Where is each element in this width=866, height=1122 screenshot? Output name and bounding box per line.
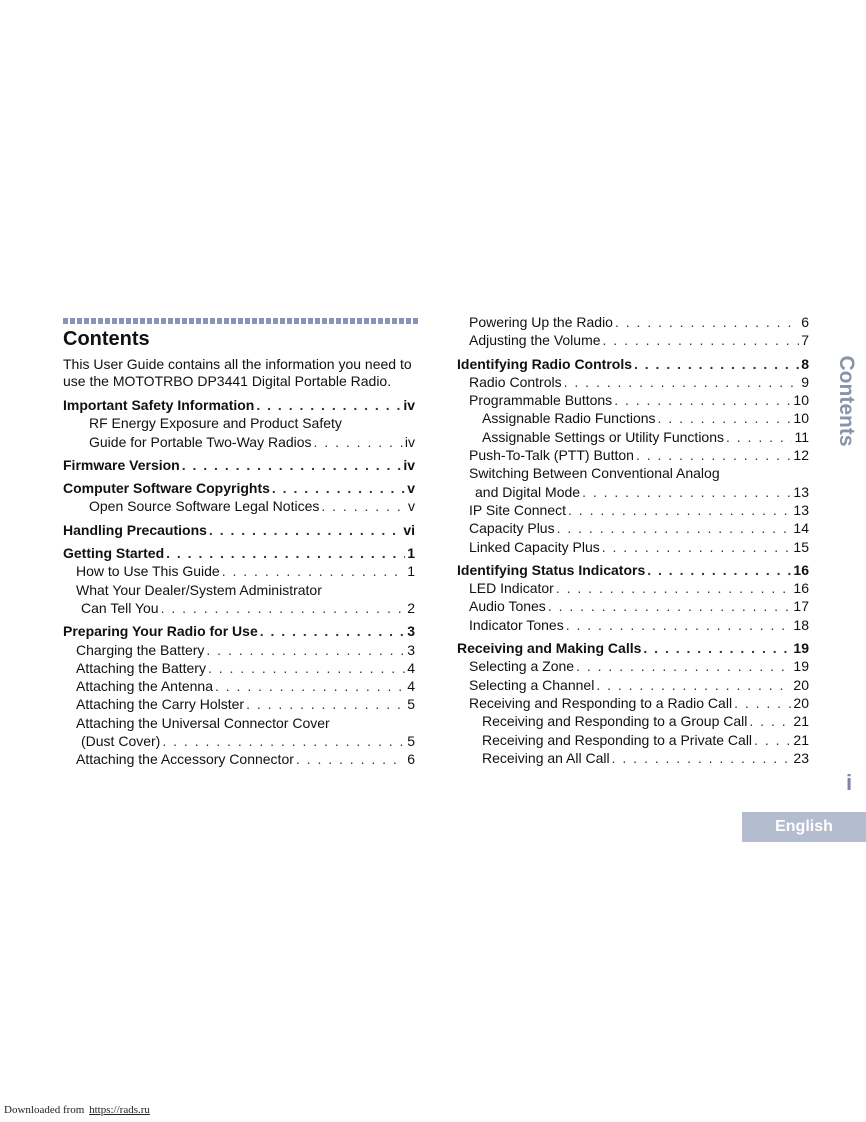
toc-page-number: 18: [793, 616, 809, 633]
toc-entry[interactable]: [63, 479, 415, 497]
toc-entry-title: Receiving an All Call: [482, 749, 610, 766]
toc-entry-title: How to Use This Guide: [76, 563, 220, 580]
toc-entry-title: What Your Dealer/System Administrator: [76, 581, 322, 598]
toc-entry[interactable]: [457, 597, 809, 615]
toc-entry-title: Capacity Plus: [469, 520, 555, 537]
dot-leader: [314, 433, 403, 451]
toc-entry[interactable]: [63, 695, 415, 713]
dot-leader: [215, 677, 405, 695]
dot-leader: [260, 622, 405, 640]
toc-entry[interactable]: [457, 712, 809, 730]
page-number: i: [846, 770, 853, 795]
toc-entry[interactable]: [63, 622, 415, 640]
dot-leader: [564, 373, 800, 391]
toc-entry-title-continued: (Dust Cover): [81, 733, 161, 750]
dot-leader: [726, 428, 792, 446]
toc-page-number: 3: [407, 641, 415, 658]
toc-page-number: 1: [407, 545, 415, 562]
toc-page-number: 12: [793, 447, 809, 464]
toc-entry[interactable]: [457, 616, 809, 634]
toc-entry[interactable]: [63, 414, 415, 451]
toc-entry[interactable]: [457, 313, 809, 331]
dot-leader: [222, 562, 406, 580]
dot-leader: [749, 712, 791, 730]
toc-entry-title: Open Source Software Legal Notices: [89, 498, 320, 515]
dot-leader: [612, 749, 792, 767]
dot-leader: [182, 456, 402, 474]
toc-entry-title: Indicator Tones: [469, 616, 564, 633]
dot-leader: [566, 616, 792, 634]
toc-entry-title-continued: Can Tell You: [81, 599, 159, 616]
toc-page-number: 5: [407, 733, 415, 750]
toc-entry-title: Receiving and Making Calls: [457, 640, 642, 657]
dot-leader: [296, 750, 405, 768]
toc-entry[interactable]: [457, 538, 809, 556]
dot-leader: [602, 538, 792, 556]
toc-entry-title: Computer Software Copyrights: [63, 480, 270, 497]
toc-entry-title: Attaching the Carry Holster: [76, 696, 245, 713]
toc-page-number: v: [408, 498, 415, 515]
dot-leader: [209, 521, 401, 539]
toc-page-number: 4: [407, 659, 415, 676]
dot-leader: [557, 519, 792, 537]
toc-entry-title: Receiving and Responding to a Radio Call: [469, 694, 733, 711]
toc-page-number: 16: [793, 561, 809, 578]
dot-leader: [634, 355, 799, 373]
toc-page-number: 4: [407, 678, 415, 695]
toc-entry[interactable]: [457, 639, 809, 657]
toc-page-number: 21: [793, 731, 809, 748]
language-tab: English: [742, 812, 866, 842]
toc-page-number: iv: [403, 397, 415, 413]
toc-entry-title: Getting Started: [63, 545, 165, 562]
toc-entry-title: Attaching the Accessory Connector: [76, 751, 294, 768]
toc-entry[interactable]: [457, 391, 809, 409]
toc-entry[interactable]: [457, 519, 809, 537]
toc-page-number: 19: [793, 658, 809, 675]
toc-right-column: [457, 313, 809, 767]
toc-entry-title: Handling Precautions: [63, 521, 207, 538]
dot-leader: [754, 731, 791, 749]
dot-leader: [272, 479, 405, 497]
toc-entry-title: Receiving and Responding to a Private Call: [482, 731, 753, 748]
dot-leader: [596, 676, 791, 694]
dot-leader: [576, 657, 791, 675]
toc-entry[interactable]: [63, 677, 415, 695]
toc-entry[interactable]: [457, 409, 809, 427]
toc-page-number: 10: [793, 392, 809, 409]
dot-leader: [636, 446, 791, 464]
toc-entry[interactable]: [63, 714, 415, 751]
toc-entry-title: Switching Between Conventional Analog: [469, 465, 720, 482]
toc-entry-title: Attaching the Antenna: [76, 678, 213, 695]
toc-page-number: v: [407, 480, 415, 497]
toc-left-column: [63, 327, 415, 769]
toc-entry-title: LED Indicator: [469, 580, 554, 597]
toc-page-number: 20: [793, 676, 809, 693]
toc-entry[interactable]: [457, 501, 809, 519]
toc-entry-title: Adjusting the Volume: [469, 332, 601, 349]
toc-entry-title: IP Site Connect: [469, 501, 567, 518]
toc-page-number: 17: [793, 598, 809, 615]
dot-leader: [603, 331, 800, 349]
toc-page-number: 3: [407, 623, 415, 640]
dot-leader: [568, 501, 791, 519]
toc-entry[interactable]: [457, 579, 809, 597]
toc-entry[interactable]: [457, 676, 809, 694]
toc-entry[interactable]: [63, 562, 415, 580]
toc-entry[interactable]: [457, 464, 809, 501]
toc-page-number: iv: [404, 433, 415, 450]
toc-entry[interactable]: [457, 731, 809, 749]
toc-entry[interactable]: [63, 497, 415, 515]
toc-entry[interactable]: [457, 355, 809, 373]
dot-leader: [658, 409, 792, 427]
toc-page-number: 14: [793, 520, 809, 537]
toc-page-number: iv: [403, 456, 415, 473]
dot-leader: [734, 694, 791, 712]
toc-entry[interactable]: [63, 396, 415, 414]
toc-entry[interactable]: [457, 373, 809, 391]
toc-entry[interactable]: [63, 641, 415, 659]
toc-entry-title: RF Energy Exposure and Product Safety: [89, 415, 342, 432]
toc-entry-title-continued: and Digital Mode: [475, 483, 581, 500]
dot-leader: [161, 599, 406, 617]
dot-leader: [615, 313, 799, 331]
toc-page-number: 5: [407, 696, 415, 713]
toc-entry-title: Audio Tones: [469, 598, 546, 615]
toc-page-number: 16: [793, 580, 809, 597]
toc-entry-title: Assignable Radio Functions: [482, 410, 656, 427]
footer: [4, 1104, 168, 1116]
dot-leader: [647, 561, 791, 579]
toc-entry-title: Identifying Radio Controls: [457, 355, 632, 372]
toc-page-number: 21: [793, 713, 809, 730]
page-title: Contents: [63, 328, 150, 350]
toc-list-right: [457, 313, 809, 767]
toc-page-number: 23: [793, 749, 809, 766]
dot-leader: [556, 579, 792, 597]
toc-entry-title: Identifying Status Indicators: [457, 561, 646, 578]
toc-entry-title: Attaching the Universal Connector Cover: [76, 714, 330, 731]
section-divider: [63, 318, 420, 324]
toc-entry-title: Charging the Battery: [76, 641, 205, 658]
toc-entry-title: Programmable Buttons: [469, 392, 613, 409]
toc-entry[interactable]: [63, 581, 415, 618]
dot-leader: [166, 544, 405, 562]
dot-leader: [582, 483, 791, 501]
toc-entry-title: Selecting a Channel: [469, 676, 595, 693]
footer-link[interactable]: https://rads.ru: [89, 1104, 150, 1116]
toc-page-number: 6: [801, 314, 809, 330]
toc-page-number: 9: [801, 373, 809, 390]
toc-entry-title-continued: Guide for Portable Two-Way Radios: [89, 433, 312, 450]
dot-leader: [208, 659, 405, 677]
toc-page-number: 10: [793, 410, 809, 427]
dot-leader: [162, 732, 405, 750]
toc-page-number: 7: [801, 332, 809, 349]
toc-page-number: vi: [403, 521, 415, 538]
toc-page-number: 15: [793, 538, 809, 555]
toc-entry[interactable]: [63, 456, 415, 474]
toc-entry-title: Important Safety Information: [63, 397, 255, 413]
toc-page-number: 1: [407, 563, 415, 580]
toc-entry-title: Attaching the Battery: [76, 659, 206, 676]
toc-entry[interactable]: [63, 544, 415, 562]
toc-entry[interactable]: [457, 749, 809, 767]
toc-page-number: 13: [793, 501, 809, 518]
dot-leader: [643, 639, 791, 657]
dot-leader: [206, 641, 405, 659]
toc-page-number: 8: [801, 355, 809, 372]
footer-text: Downloaded from: [4, 1104, 85, 1116]
toc-entry[interactable]: [457, 446, 809, 464]
toc-entry[interactable]: [63, 750, 415, 768]
toc-entry-title: Push-To-Talk (PTT) Button: [469, 447, 634, 464]
toc-entry-title: Radio Controls: [469, 373, 562, 390]
toc-page-number: 20: [793, 694, 809, 711]
dot-leader: [246, 695, 405, 713]
toc-entry[interactable]: [63, 521, 415, 539]
toc-list-left: [63, 396, 415, 769]
toc-entry[interactable]: [457, 657, 809, 675]
toc-entry-title: Preparing Your Radio for Use: [63, 623, 258, 640]
toc-page-number: 6: [407, 751, 415, 768]
toc-entry-title: Selecting a Zone: [469, 658, 575, 675]
dot-leader: [614, 391, 791, 409]
dot-leader: [321, 497, 406, 515]
dot-leader: [548, 597, 792, 615]
toc-entry-title: Powering Up the Radio: [469, 314, 613, 330]
toc-entry-title: Firmware Version: [63, 456, 180, 473]
side-tab-label: Contents: [835, 355, 858, 447]
dot-leader: [256, 396, 401, 414]
section-side-tab: [826, 356, 866, 446]
toc-page-number: 13: [793, 483, 809, 500]
toc-entry[interactable]: [457, 694, 809, 712]
toc-page-number: 2: [407, 599, 415, 616]
toc-entry[interactable]: [457, 561, 809, 579]
intro-text: This User Guide contains all the information you need to use the MOTOTRBO DP3441 Digital Portable Radio.: [63, 356, 412, 389]
toc-page-number: 19: [793, 640, 809, 657]
toc-page-number: 11: [794, 428, 809, 445]
toc-entry[interactable]: [63, 659, 415, 677]
toc-entry[interactable]: [457, 428, 809, 446]
toc-entry-title: Linked Capacity Plus: [469, 538, 600, 555]
toc-entry-title: Assignable Settings or Utility Functions: [482, 428, 724, 445]
toc-entry-title: Receiving and Responding to a Group Call: [482, 713, 748, 730]
toc-entry[interactable]: [457, 331, 809, 349]
